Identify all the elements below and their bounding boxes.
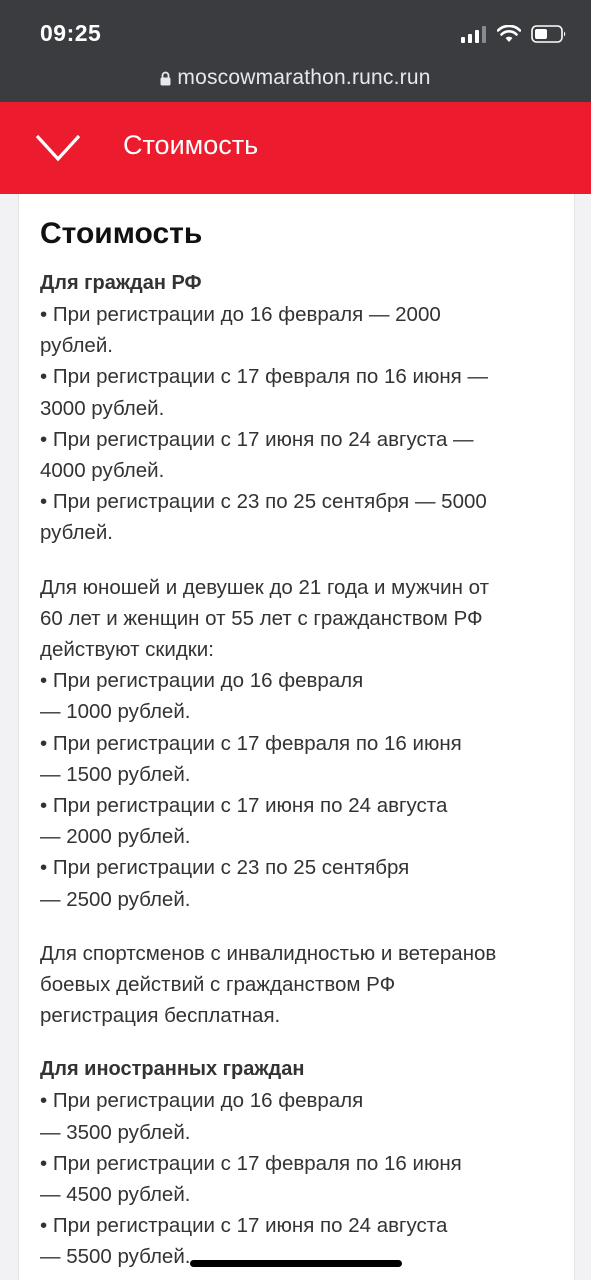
discount-line: • При регистрации с 17 июня по 24 августа: [40, 794, 448, 818]
section-citizens: [40, 268, 550, 549]
price-line: • При регистрации с 17 февраля по 16 июня: [40, 1151, 462, 1175]
page-header: [0, 102, 591, 194]
section-title: Для граждан РФ: [40, 272, 202, 294]
discount-line: Для юношей и девушек до 21 года и мужчин от: [40, 575, 489, 599]
free-line: боевых действий с гражданством РФ: [40, 973, 396, 997]
price-line: рублей.: [40, 334, 113, 358]
price-line: — 4500 рублей.: [40, 1183, 191, 1207]
status-time: 09:25: [40, 20, 102, 46]
section-discounts: [40, 572, 550, 915]
discount-line: 60 лет и женщин от 55 лет с гражданством РФ: [40, 606, 483, 630]
price-line: • При регистрации с 23 по 25 сентября — 5000: [40, 490, 487, 514]
discount-line: — 2000 рублей.: [40, 825, 191, 849]
price-line: • При регистрации с 17 июня по 24 августа: [40, 1214, 448, 1238]
discount-line: — 1500 рублей.: [40, 762, 191, 786]
url-text: moscowmarathon.runc.run: [177, 66, 431, 89]
browser-url-bar[interactable]: [0, 62, 591, 102]
chevron-down-icon[interactable]: [35, 132, 81, 164]
price-line: • При регистрации с 17 февраля по 16 июня —: [40, 365, 488, 389]
section-foreigners: [40, 1054, 550, 1272]
content-card: [18, 194, 575, 1280]
section-title: Для иностранных граждан: [40, 1058, 305, 1081]
price-line: рублей.: [40, 521, 113, 545]
free-line: регистрация бесплатная.: [40, 1004, 281, 1028]
price-line: — 3500 рублей.: [40, 1120, 191, 1144]
discount-line: • При регистрации до 16 февраля: [40, 669, 364, 693]
section-free: [40, 938, 550, 1032]
price-line: — 5500 рублей.: [40, 1245, 191, 1269]
price-line: 4000 рублей.: [40, 459, 165, 483]
page-title: Стоимость: [40, 217, 203, 250]
price-line: • При регистрации до 16 февраля — 2000: [40, 303, 441, 326]
discount-line: — 1000 рублей.: [40, 700, 191, 724]
wifi-icon: [497, 25, 521, 43]
signal-icon: [461, 26, 487, 43]
price-line: 3000 рублей.: [40, 396, 165, 420]
discount-line: действуют скидки:: [40, 638, 214, 662]
price-line: • При регистрации до 16 февраля: [40, 1089, 364, 1113]
status-bar: [0, 0, 591, 62]
discount-line: • При регистрации с 17 февраля по 16 июня: [40, 731, 462, 755]
price-line: • При регистрации с 17 июня по 24 августа —: [40, 427, 474, 451]
battery-icon: [531, 25, 567, 43]
header-title[interactable]: Стоимость: [123, 130, 259, 160]
discount-line: — 2500 рублей.: [40, 887, 191, 911]
discount-line: • При регистрации с 23 по 25 сентября: [40, 856, 410, 880]
free-line: Для спортсменов с инвалидностью и ветеранов: [40, 941, 497, 965]
lock-icon: [160, 71, 171, 86]
status-icons: [461, 24, 567, 44]
home-indicator[interactable]: [190, 1260, 402, 1267]
